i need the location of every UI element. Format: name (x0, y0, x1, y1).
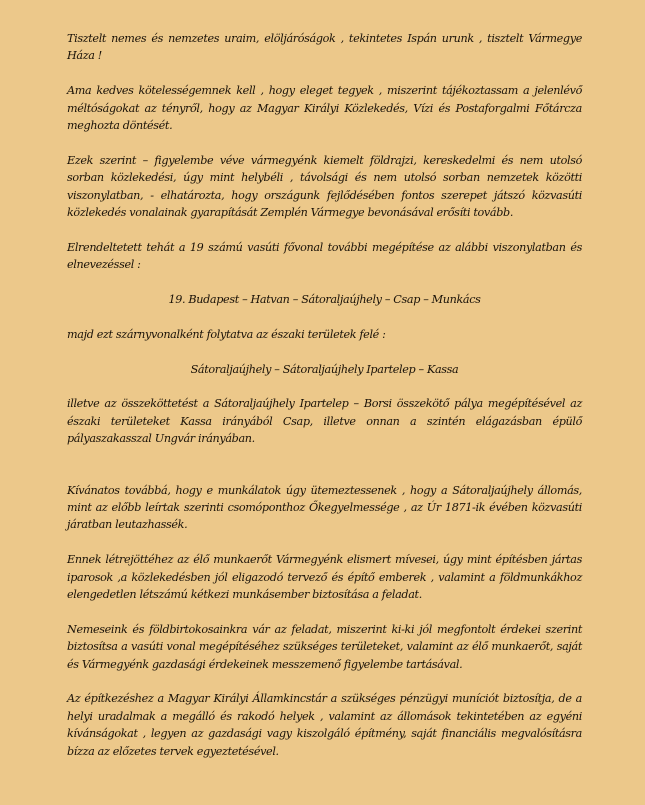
workforce-paragraph: Ennek létrejöttéhez az élő munkaerőt Vármegyénk elismert mívesei, úgy mint építésben jártas iparosok ,a közlekedésben jól eligazodó tervező és építő emberek , valamint a földmunkákhoz elengedetlen létszámú kétkezi munkásember biztosítása a feladat. (67, 553, 582, 602)
order-paragraph: Elrendeltetett tehát a 19 számú vasúti fővonal további megépítése az alábbi viszonylatban és elnevezéssel : (67, 240, 582, 272)
branch-intro-paragraph: majd ezt szárnyvonalként folytatva az északi területek felé : (67, 327, 386, 341)
connection-paragraph: illetve az összeköttetést a Sátoraljaújhely Ipartelep – Borsi összekötő pálya megépítésével az északi területeket Kassa irányából Csap, illetve onnan a szintén elágazásban épülő pályaszakasszal Ungvár irányában. (67, 397, 582, 446)
schedule-paragraph: Kívánatos továbbá, hogy e munkálatok úgy ütemeztessenek , hogy a Sátoraljaújhely állomás, mint az előbb leírtak szerinti csomóponthoz Őkegyelmessége , az Úr 1871-ik évében közvasúti járatban leutazhassék. (67, 483, 582, 532)
intro-paragraph: Ama kedves kötelességemnek kell , hogy eleget tegyek , miszerint tájékoztassam a jelenlévő méltóságokat az tényről, hogy az Magyar Királyi Közlekedés, Vízi és Postaforgalmi Főtárcza meghozta döntését. (67, 84, 582, 133)
decision-paragraph: Ezek szerint – figyelembe véve vármegyénk kiemelt földrajzi, kereskedelmi és nem utolsó sorban közlekedési, úgy mint helybéli , távolsági és nem utolsó sorban nemzetek közötti viszonylatban, - elhatározta, hogy országunk fejlődésében fontos szerepet játszó közvasúti közlekedés vonalainak gyarapítását Zemplén Vármegye bevonásával erősíti tovább. (67, 153, 582, 220)
main-line-route: 19. Budapest – Hatvan – Sátoraljaújhely – Csap – Munkács (168, 293, 481, 307)
funding-paragraph: Az építkezéshez a Magyar Királyi Államkincstár a szükséges pénzügyi muníciót biztosítja, de a helyi uradalmak a megálló és rakodó helyek , valamint az állomások tekintetében az egyéni kívánságokat , legyen az gazdasági vagy kiszolgáló építmény, saját financiális megvalósításra bízza az előzetes tervek egyeztetésével. (67, 692, 582, 758)
landowners-paragraph: Nemeseink és földbirtokosainkra vár az feladat, miszerint ki-ki jól megfontolt érdekei szerint biztosítsa a vasúti vonal megépítéséhez szükséges területeket, valamint az élő munkaerőt, saját és Vármegyénk gazdasági érdekeinek messzemenő figyelembe tartásával. (67, 622, 582, 671)
salutation-paragraph: Tisztelt nemes és nemzetes uraim, elöljáróságok , tekintetes Ispán urunk , tisztelt Vármegye Háza ! (67, 32, 582, 63)
branch-line-route: Sátoraljaújhely – Sátoraljaújhely Ipartelep – Kassa (190, 362, 459, 376)
